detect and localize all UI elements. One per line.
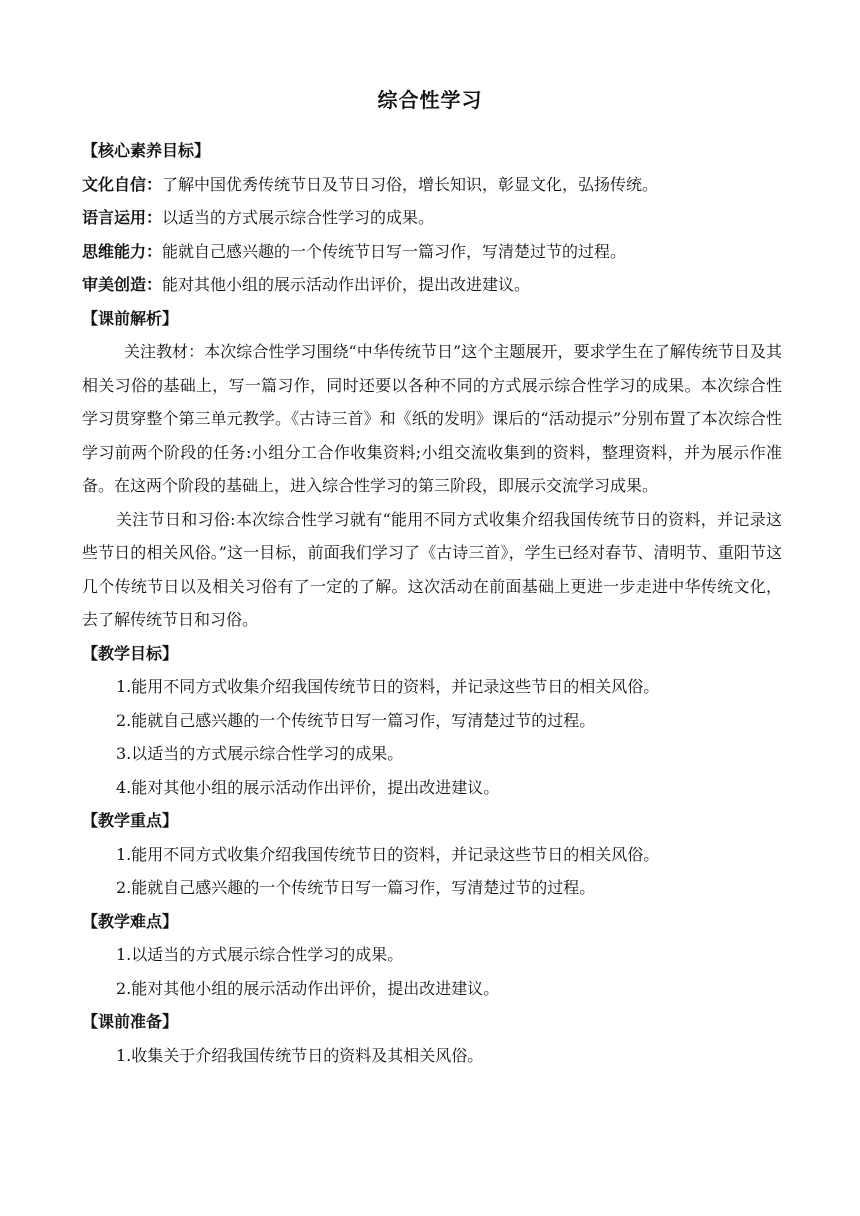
list-item: 1.能用不同方式收集介绍我国传统节日的资料，并记录这些节日的相关风俗。 <box>116 844 660 864</box>
page-title: 综合性学习 <box>377 88 483 112</box>
list-item: 2.能对其他小组的展示活动作出评价，提出改进建议。 <box>116 978 500 998</box>
list-item: 2.能就自己感兴趣的一个传统节日写一篇习作，写清楚过节的过程。 <box>116 878 596 897</box>
paragraph-festivals: 关注节日和习俗:本次综合性学习就有“能用不同方式收集介绍我国传统节日的资料，并记录这些节日的相关风俗。”这一目标，前面我们学习了《古诗三首》，学生已经对春节、清明节、重阳节这几个传统节日以及相关习俗有了一定的了解。这次活动在前面基础上更进一步走进中华传统文化，去了解传统节日和习俗。 <box>82 509 782 629</box>
core-goal-text: 以适当的方式展示综合性学习的成果。 <box>162 208 435 227</box>
section-heading-pre-analysis: 【课前解析】 <box>82 308 179 328</box>
core-goal-text: 能就自己感兴趣的一个传统节日写一篇习作，写清楚过节的过程。 <box>162 241 627 261</box>
list-item: 1.能用不同方式收集介绍我国传统节日的资料，并记录这些节日的相关风俗。 <box>116 677 660 696</box>
core-goal-text: 能对其他小组的展示活动作出评价，提出改进建议。 <box>162 275 531 294</box>
section-heading-teaching-goals: 【教学目标】 <box>82 643 179 663</box>
section-heading-key-points: 【教学重点】 <box>82 811 179 830</box>
section-heading-preparation: 【课前准备】 <box>82 1012 179 1031</box>
core-goal-label: 思维能力： <box>82 241 163 261</box>
list-item: 4.能对其他小组的展示活动作出评价，提出改进建议。 <box>116 777 500 797</box>
section-heading-core-goals: 【核心素养目标】 <box>82 141 211 160</box>
core-goal-item <box>82 268 782 302</box>
core-goal-text: 了解中国优秀传统节日及节日习俗，增长知识，彰显文化，弘扬传统。 <box>162 174 659 194</box>
core-goal-item <box>82 168 782 202</box>
section-heading-difficulties: 【教学难点】 <box>82 911 179 931</box>
paragraph-textbook: 关注教材：本次综合性学习围绕“中华传统节日”这个主题展开，要求学生在了解传统节日及其相关习俗的基础上，写一篇习作，同时还要以各种不同的方式展示综合性学习的成果。本次综合性学习贯穿整个第三单元教学。《古诗三首》和《纸的发明》课后的“活动提示”分别布置了本次综合性学习前两个阶段的任务:小组分工合作收集资料;小组交流收集到的资料，整理资料，并为展示作准备。在这两个阶段的基础上，进入综合性学习的第三阶段，即展示交流学习成果。 <box>82 342 782 495</box>
core-goal-label: 语言运用： <box>82 208 163 227</box>
list-item: 3.以适当的方式展示综合性学习的成果。 <box>116 744 404 763</box>
list-item: 1.以适当的方式展示综合性学习的成果。 <box>116 945 404 964</box>
list-item: 1.收集关于介绍我国传统节日的资料及其相关风俗。 <box>116 1045 484 1065</box>
core-goal-item <box>82 201 782 235</box>
core-goal-item <box>82 235 782 269</box>
document-body <box>82 134 782 1072</box>
core-goal-label: 审美创造： <box>82 275 163 294</box>
core-goal-label: 文化自信： <box>82 174 163 194</box>
list-item: 2.能就自己感兴趣的一个传统节日写一篇习作，写清楚过节的过程。 <box>116 710 596 730</box>
